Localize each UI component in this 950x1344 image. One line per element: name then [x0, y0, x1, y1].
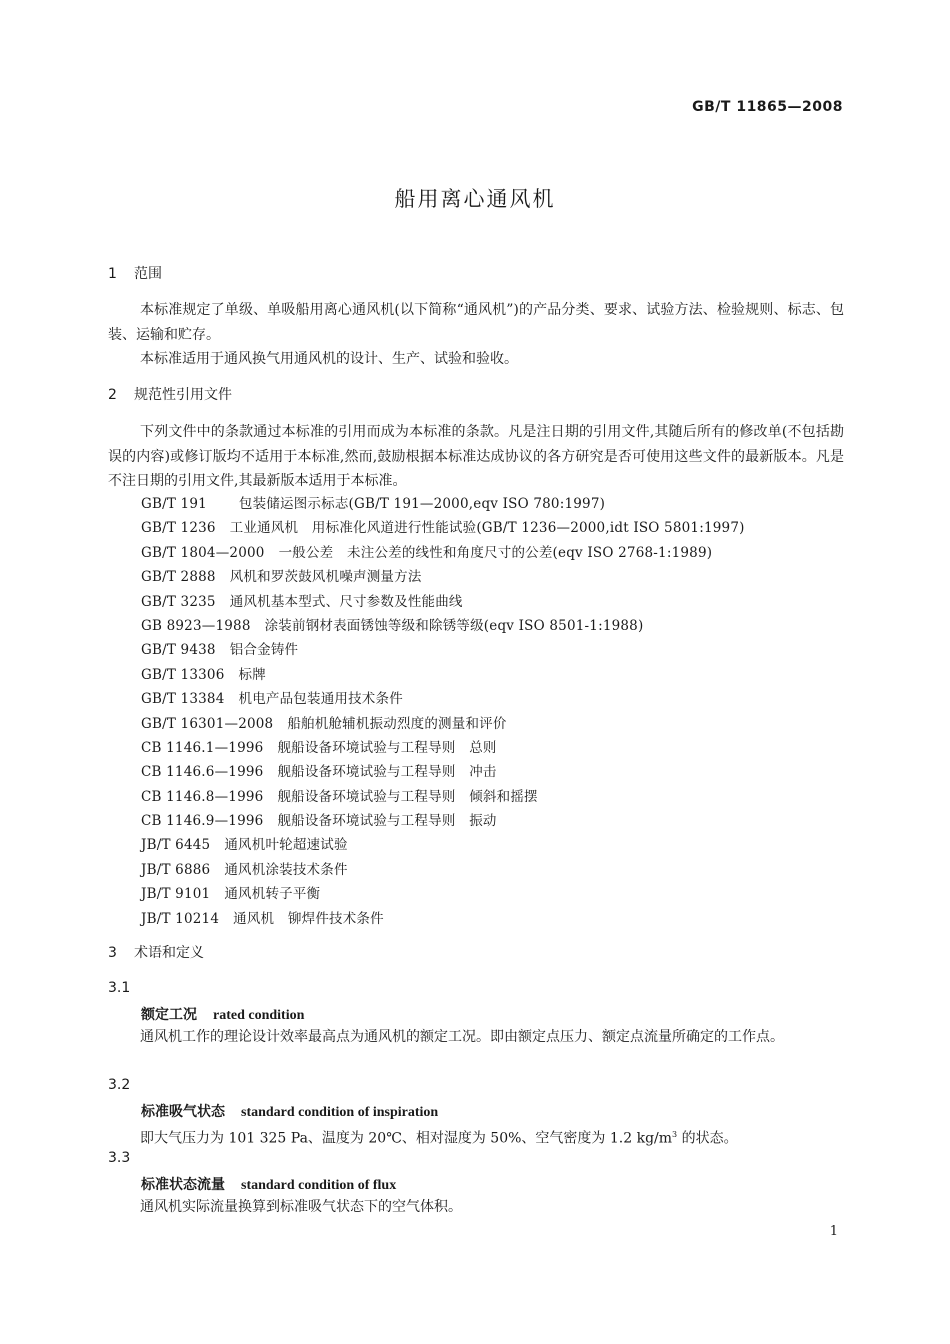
section-number: 2: [108, 387, 117, 403]
reference-title: 通风机涂装技术条件: [224, 861, 348, 878]
reference-title: 通风机 铆焊件技术条件: [233, 910, 384, 927]
paragraph: 下列文件中的条款通过本标准的引用而成为本标准的条款。凡是注日期的引用文件,其随后所有的修改单(不包括勘误的内容)或修订版均不适用于本标准,然而,鼓励根据本标准达成协议的各方研究是否可使用这些文件的最新版本。凡是不注日期的引用文件,其最新版本适用于本标准。: [108, 424, 844, 489]
term-chinese: 额定工况: [141, 1007, 197, 1023]
reference-title: 机电产品包装通用技术条件: [238, 691, 403, 708]
section-title: 术语和定义: [134, 945, 204, 961]
superscript: 3: [672, 1130, 678, 1139]
reference-code: CB 1146.9—1996: [141, 813, 264, 830]
reference-code: GB/T 1804—2000: [141, 544, 265, 561]
term-definition: [108, 1195, 844, 1220]
section-1-heading: [108, 263, 844, 285]
reference-item: [141, 663, 851, 687]
term-heading: [141, 1174, 396, 1194]
section-1-body: [108, 298, 844, 372]
reference-code: JB/T 6886: [141, 861, 211, 878]
reference-title: 风机和罗茨鼓风机噪声测量方法: [229, 569, 422, 586]
reference-item: [141, 858, 851, 882]
reference-code: JB/T 6445: [141, 837, 211, 854]
term-english: standard condition of inspiration: [241, 1105, 439, 1120]
paragraph: 通风机工作的理论设计效率最高点为通风机的额定工况。即由额定点压力、额定点流量所确定的工作点。: [140, 1029, 784, 1045]
section-number: 1: [108, 266, 117, 282]
term-english: standard condition of flux: [241, 1178, 397, 1193]
reference-list: [141, 492, 851, 931]
reference-item: [141, 638, 851, 662]
reference-item: [141, 809, 851, 833]
section-number: 3: [108, 945, 117, 961]
subsection-number: 3.2: [108, 1077, 131, 1093]
reference-title: 舰船设备环境试验与工程导则 总则: [277, 739, 497, 756]
term-chinese: 标准吸气状态: [141, 1104, 225, 1120]
document-title: 船用离心通风机: [394, 187, 556, 211]
reference-title: 涂装前钢材表面锈蚀等级和除锈等级(eqv ISO 8501-1:1988): [264, 617, 644, 634]
reference-title: 舰船设备环境试验与工程导则 冲击: [277, 764, 497, 781]
reference-code: GB/T 13306: [141, 666, 225, 683]
reference-title: 通风机叶轮超速试验: [224, 837, 348, 854]
paragraph: 本标准规定了单级、单吸船用离心通风机(以下简称“通风机”)的产品分类、要求、试验方法、检验规则、标志、包装、运输和贮存。: [108, 302, 844, 343]
subsection-number: 3.3: [108, 1150, 131, 1166]
term-definition: [108, 1123, 844, 1151]
reference-item: [141, 590, 851, 614]
reference-code: GB/T 9438: [141, 642, 216, 659]
reference-code: GB/T 3235: [141, 593, 216, 610]
reference-code: CB 1146.8—1996: [141, 788, 264, 805]
term-english: rated condition: [213, 1008, 305, 1023]
reference-item: [141, 614, 851, 638]
term-heading: [141, 1101, 438, 1121]
reference-item: [141, 712, 851, 736]
reference-title: 舰船设备环境试验与工程导则 倾斜和摇摆: [277, 788, 538, 805]
section-title: 规范性引用文件: [134, 387, 232, 403]
reference-title: 船舶机舱辅机振动烈度的测量和评价: [287, 715, 507, 732]
reference-item: [141, 541, 851, 565]
reference-item: [141, 492, 851, 516]
reference-item: [141, 565, 851, 589]
reference-item: [141, 907, 851, 931]
reference-item: [141, 882, 851, 906]
reference-title: 工业通风机 用标准化风道进行性能试验(GB/T 1236—2000,idt ISO 5801:1997): [229, 520, 745, 537]
reference-code: GB/T 2888: [141, 569, 216, 586]
reference-item: [141, 736, 851, 760]
reference-title: 舰船设备环境试验与工程导则 振动: [277, 813, 497, 830]
reference-code: GB/T 1236: [141, 520, 216, 537]
term-definition: [108, 1025, 844, 1050]
term-chinese: 标准状态流量: [141, 1177, 225, 1193]
reference-item: [141, 760, 851, 784]
reference-title: 通风机基本型式、尺寸参数及性能曲线: [229, 593, 463, 610]
reference-code: CB 1146.6—1996: [141, 764, 264, 781]
reference-code: GB/T 16301—2008: [141, 715, 274, 732]
standard-code: GB/T 11865—2008: [692, 99, 843, 115]
reference-title: 包装储运图示标志(GB/T 191—2000,eqv ISO 780:1997): [238, 496, 606, 512]
reference-item: [141, 687, 851, 711]
paragraph: 通风机实际流量换算到标准吸气状态下的空气体积。: [140, 1199, 462, 1215]
reference-code: JB/T 10214: [141, 910, 220, 927]
section-2-intro: [108, 420, 844, 494]
definition-text: 即大气压力为 101 325 Pa、温度为 20℃、相对湿度为 50%、空气密度为 1.2 kg/m: [140, 1130, 673, 1147]
reference-item: [141, 785, 851, 809]
definition-text: 的状态。: [677, 1130, 738, 1147]
paragraph: [108, 1123, 844, 1151]
reference-title: 通风机转子平衡: [224, 886, 321, 903]
reference-code: GB 8923—1988: [141, 617, 251, 634]
section-title: 范围: [134, 266, 162, 282]
section-3-heading: [108, 942, 844, 964]
paragraph: 本标准适用于通风换气用通风机的设计、生产、试验和验收。: [140, 351, 518, 367]
reference-item: [141, 833, 851, 857]
reference-code: CB 1146.1—1996: [141, 739, 264, 756]
reference-title: 铝合金铸件: [229, 642, 299, 659]
reference-title: 标牌: [238, 666, 266, 683]
page-number: 1: [829, 1224, 838, 1239]
term-heading: [141, 1004, 304, 1024]
reference-code: GB/T 191: [141, 496, 207, 512]
section-2-heading: [108, 384, 844, 406]
reference-item: [141, 516, 851, 540]
reference-code: JB/T 9101: [141, 886, 211, 903]
reference-title: 一般公差 未注公差的线性和角度尺寸的公差(eqv ISO 2768-1:1989): [278, 544, 713, 561]
reference-code: GB/T 13384: [141, 691, 225, 708]
subsection-number: 3.1: [108, 980, 131, 996]
